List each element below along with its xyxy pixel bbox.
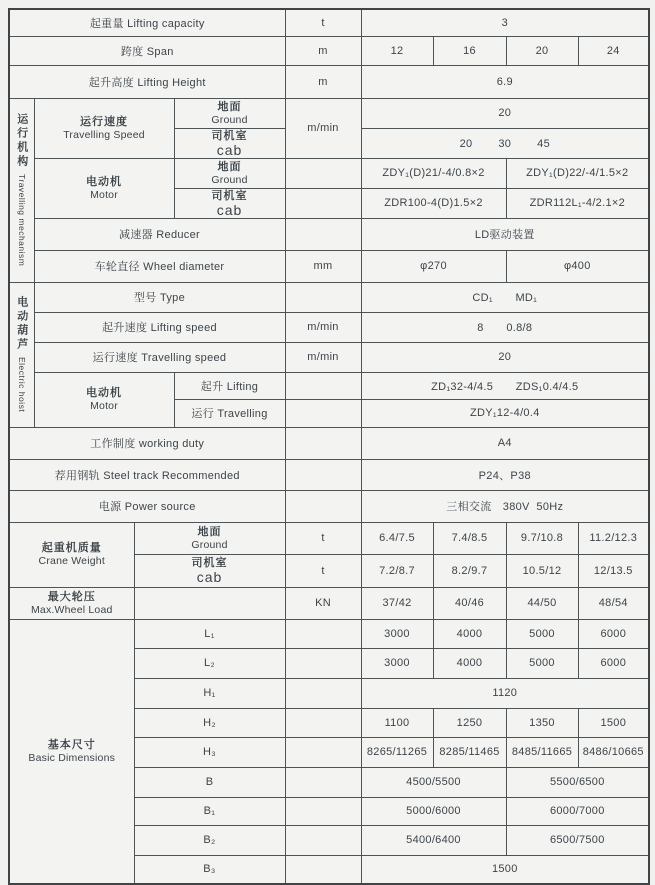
row-crane-weight-ground	[9, 522, 649, 554]
travelling-motor-ground-label	[174, 158, 285, 188]
hoist-motor-label	[34, 372, 174, 427]
dimension-b3-name: B₃	[134, 855, 285, 884]
empty-unit-cell	[285, 855, 361, 884]
max-wheel-load-en: Max.Wheel Load	[30, 603, 113, 616]
crane-weight-cab-v3: 10.5/12	[506, 554, 578, 587]
cab-en: cab	[216, 141, 243, 158]
lifting-capacity-label: 起重量 Lifting capacity	[9, 9, 285, 36]
hoist-motor-lifting-value: ZD₁32-4/4.5 ZDS₁0.4/4.5	[361, 372, 649, 399]
row-wheel-diameter	[9, 250, 649, 282]
travelling-speed-ground-value: 20	[361, 98, 649, 128]
motor-ground-value-2: ZDY₁(D)22/-4/1.5×2	[506, 158, 649, 188]
lifting-height-unit: m	[285, 65, 361, 98]
empty-unit-cell	[285, 158, 361, 188]
hoist-travelling-speed-value: 20	[361, 342, 649, 372]
empty-unit-cell	[285, 648, 361, 678]
travelling-speed-cab-value: 20 30 45	[361, 128, 649, 158]
l2-v4: 6000	[578, 648, 649, 678]
b1-v1: 5000/6000	[361, 797, 506, 825]
crane-specification-table	[8, 8, 650, 885]
cab-zh: 司机室	[211, 189, 248, 202]
max-wheel-load-v4: 48/54	[578, 587, 649, 619]
crane-weight-ground-unit: t	[285, 522, 361, 554]
h2-v1: 1100	[361, 708, 433, 737]
ground-en: Ground	[211, 113, 248, 126]
b2-v1: 5400/6400	[361, 825, 506, 855]
b-v1: 4500/5500	[361, 767, 506, 797]
empty-unit-cell	[285, 619, 361, 648]
span-unit: m	[285, 36, 361, 65]
travelling-speed-cab-label	[174, 128, 285, 158]
row-max-wheel-load	[9, 587, 649, 619]
power-source-value: 三相交流 380V 50Hz	[361, 490, 649, 522]
section-electric-hoist	[9, 282, 34, 427]
travelling-speed-ground-label	[174, 98, 285, 128]
ground-zh: 地面	[197, 525, 222, 538]
dimension-l1-name: L₁	[134, 619, 285, 648]
wheel-diameter-value-2: φ400	[506, 250, 649, 282]
l1-v2: 4000	[433, 619, 506, 648]
motor-label-en: Motor	[90, 400, 118, 412]
hoist-lifting-speed-value: 8 0.8/8	[361, 312, 649, 342]
max-wheel-load-zh: 最大轮压	[47, 590, 96, 603]
row-dimension-l1	[9, 619, 649, 648]
row-steel-track	[9, 459, 649, 490]
h3-v3: 8485/11665	[506, 737, 578, 767]
ground-zh: 地面	[217, 160, 242, 173]
motor-label-en: Motor	[90, 188, 118, 201]
wheel-diameter-unit: mm	[285, 250, 361, 282]
l1-v4: 6000	[578, 619, 649, 648]
l1-v3: 5000	[506, 619, 578, 648]
l2-v1: 3000	[361, 648, 433, 678]
dimension-h1-name: H₁	[134, 678, 285, 708]
empty-unit-cell	[285, 767, 361, 797]
wheel-diameter-value-1: φ270	[361, 250, 506, 282]
crane-weight-label	[9, 522, 134, 587]
l2-v3: 5000	[506, 648, 578, 678]
empty-unit-cell	[285, 737, 361, 767]
h3-v2: 8285/11465	[433, 737, 506, 767]
empty-sub-cell	[134, 587, 285, 619]
crane-weight-label-zh: 起重机质量	[41, 542, 102, 554]
hoist-motor-travelling-value: ZDY₁12-4/0.4	[361, 399, 649, 427]
empty-unit-cell	[285, 399, 361, 427]
hoist-motor-travelling-label: 运行 Travelling	[174, 399, 285, 427]
row-travelling-speed-ground	[9, 98, 649, 128]
cab-en: cab	[216, 201, 243, 218]
electric-hoist-vertical-label	[12, 296, 32, 412]
h1-value: 1120	[361, 678, 649, 708]
steel-track-label: 荐用钢轨 Steel track Recommended	[9, 459, 285, 490]
motor-cab-value-1: ZDR100-4(D)1.5×2	[361, 188, 506, 218]
travelling-motor-label	[34, 158, 174, 218]
crane-weight-ground-v1: 6.4/7.5	[361, 522, 433, 554]
hoist-lifting-speed-unit: m/min	[285, 312, 361, 342]
max-wheel-load-v2: 40/46	[433, 587, 506, 619]
crane-weight-cab-label	[134, 554, 285, 587]
lifting-capacity-unit: t	[285, 9, 361, 36]
working-duty-label: 工作制度 working duty	[9, 427, 285, 459]
row-working-duty	[9, 427, 649, 459]
crane-weight-ground-v3: 9.7/10.8	[506, 522, 578, 554]
ground-en: Ground	[211, 173, 248, 186]
dimension-b2-name: B₂	[134, 825, 285, 855]
travelling-speed-label	[34, 98, 174, 158]
dimension-l2-name: L₂	[134, 648, 285, 678]
travelling-motor-cab-label	[174, 188, 285, 218]
travelling-speed-label-en: Travelling Speed	[63, 128, 145, 141]
crane-weight-cab-v4: 12/13.5	[578, 554, 649, 587]
empty-unit-cell	[285, 678, 361, 708]
working-duty-value: A4	[361, 427, 649, 459]
row-lifting-capacity	[9, 9, 649, 36]
hoist-lifting-speed-label: 起升速度 Lifting speed	[34, 312, 285, 342]
motor-label-zh: 电动机	[86, 387, 122, 399]
empty-unit-cell	[285, 427, 361, 459]
row-hoist-type	[9, 282, 649, 312]
empty-unit-cell	[285, 218, 361, 250]
empty-unit-cell	[285, 490, 361, 522]
b-v2: 5500/6500	[506, 767, 649, 797]
motor-label-zh: 电动机	[86, 175, 122, 188]
max-wheel-load-v1: 37/42	[361, 587, 433, 619]
empty-unit-cell	[285, 708, 361, 737]
basic-dimensions-label	[9, 619, 134, 884]
basic-dimensions-en: Basic Dimensions	[28, 751, 116, 764]
electric-hoist-zh: 电动葫芦	[15, 296, 28, 353]
b1-v2: 6000/7000	[506, 797, 649, 825]
row-span	[9, 36, 649, 65]
crane-weight-cab-v1: 7.2/8.7	[361, 554, 433, 587]
lifting-capacity-value: 3	[361, 9, 649, 36]
max-wheel-load-label	[9, 587, 134, 619]
crane-weight-cab-unit: t	[285, 554, 361, 587]
travelling-mechanism-vertical-label	[12, 113, 32, 266]
span-label: 跨度 Span	[9, 36, 285, 65]
motor-cab-value-2: ZDR112L₁-4/2.1×2	[506, 188, 649, 218]
max-wheel-load-unit: KN	[285, 587, 361, 619]
span-value-12: 12	[361, 36, 433, 65]
crane-weight-cab-v2: 8.2/9.7	[433, 554, 506, 587]
hoist-type-label: 型号 Type	[34, 282, 285, 312]
power-source-label: 电源 Power source	[9, 490, 285, 522]
travelling-mechanism-en: Travelling mechanism	[16, 174, 27, 267]
empty-unit-cell	[285, 459, 361, 490]
empty-unit-cell	[285, 282, 361, 312]
crane-weight-ground-v4: 11.2/12.3	[578, 522, 649, 554]
section-travelling-mechanism	[9, 98, 34, 282]
dimension-b1-name: B₁	[134, 797, 285, 825]
basic-dimensions-zh: 基本尺寸	[47, 738, 96, 751]
hoist-type-value: CD₁ MD₁	[361, 282, 649, 312]
dimension-h3-name: H₃	[134, 737, 285, 767]
travelling-speed-unit: m/min	[285, 98, 361, 158]
span-value-20: 20	[506, 36, 578, 65]
l2-v2: 4000	[433, 648, 506, 678]
travelling-speed-label-zh: 运行速度	[80, 115, 128, 128]
h3-v1: 8265/11265	[361, 737, 433, 767]
reducer-label: 减速器 Reducer	[34, 218, 285, 250]
row-reducer	[9, 218, 649, 250]
b2-v2: 6500/7500	[506, 825, 649, 855]
steel-track-value: P24、P38	[361, 459, 649, 490]
empty-unit-cell	[285, 188, 361, 218]
cab-en: cab	[196, 569, 223, 585]
row-hoist-travelling-speed	[9, 342, 649, 372]
empty-unit-cell	[285, 797, 361, 825]
l1-v1: 3000	[361, 619, 433, 648]
lifting-height-label: 起升高度 Lifting Height	[9, 65, 285, 98]
lifting-height-value: 6.9	[361, 65, 649, 98]
electric-hoist-en: Electric hoist	[16, 357, 27, 413]
dimension-h2-name: H₂	[134, 708, 285, 737]
h3-v4: 8486/10665	[578, 737, 649, 767]
hoist-travelling-speed-label: 运行速度 Travelling speed	[34, 342, 285, 372]
b3-value: 1500	[361, 855, 649, 884]
ground-en: Ground	[191, 538, 228, 551]
row-hoist-lifting-speed	[9, 312, 649, 342]
span-value-24: 24	[578, 36, 649, 65]
h2-v4: 1500	[578, 708, 649, 737]
ground-zh: 地面	[217, 100, 242, 113]
hoist-travelling-speed-unit: m/min	[285, 342, 361, 372]
empty-unit-cell	[285, 372, 361, 399]
h2-v2: 1250	[433, 708, 506, 737]
crane-weight-ground-label	[134, 522, 285, 554]
crane-weight-ground-v2: 7.4/8.5	[433, 522, 506, 554]
h2-v3: 1350	[506, 708, 578, 737]
travelling-mechanism-zh: 运行机构	[15, 113, 28, 170]
dimension-b-name: B	[134, 767, 285, 797]
row-lifting-height	[9, 65, 649, 98]
cab-zh: 司机室	[211, 129, 248, 142]
row-hoist-motor-lifting	[9, 372, 649, 399]
span-value-16: 16	[433, 36, 506, 65]
cab-zh: 司机室	[191, 557, 228, 569]
reducer-value: LD驱动装置	[361, 218, 649, 250]
row-travelling-motor-ground	[9, 158, 649, 188]
motor-ground-value-1: ZDY₁(D)21/-4/0.8×2	[361, 158, 506, 188]
max-wheel-load-v3: 44/50	[506, 587, 578, 619]
row-power-source	[9, 490, 649, 522]
hoist-motor-lifting-label: 起升 Lifting	[174, 372, 285, 399]
empty-unit-cell	[285, 825, 361, 855]
crane-weight-label-en: Crane Weight	[38, 555, 105, 567]
wheel-diameter-label: 车轮直径 Wheel diameter	[34, 250, 285, 282]
